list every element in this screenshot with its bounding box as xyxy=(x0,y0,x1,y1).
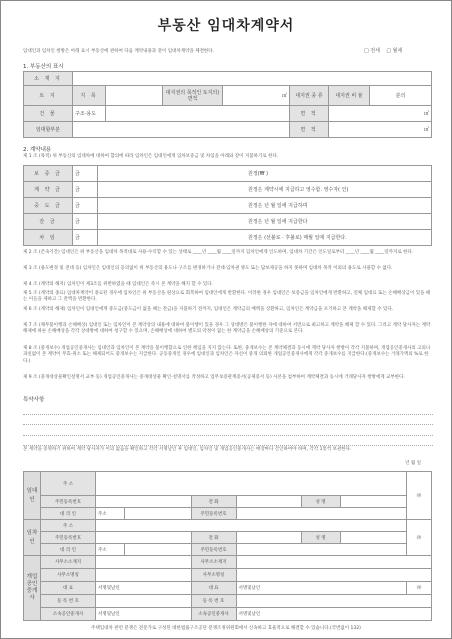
broker1-office-addr-value[interactable] xyxy=(96,556,192,569)
clause-3: 제 3 조 (용도변경 및 전대 등) 임차인은 임대인의 동의없이 위 부동산의 용도나 구조를 변경하거나 전대·임차권 양도 또는 담보제공을 하지 못하며 임대차 목적 이외의 용도로 사용할 수 없다. xyxy=(23,266,393,271)
checkbox-wolse[interactable]: □ 월세 xyxy=(386,48,403,54)
closing-text: 본 계약을 증명하기 위하여 계약 당사자가 이의 없음을 확인하고 각각 서명날인 후 임대인, 임차인 및 개업공인중개사는 매장마다 간인하여야 하며, 각각 1통씩 보관한다. xyxy=(23,447,352,452)
building-area-unit[interactable]: ㎡ xyxy=(329,106,432,122)
broker2-staff-sign[interactable]: 서명및날인 xyxy=(236,608,432,621)
structure-label: 구조·용도 xyxy=(73,106,106,122)
jimok-value[interactable] xyxy=(106,86,163,106)
down-payment-prefix: 금 xyxy=(73,182,98,198)
broker2-office-name-label: 사무소명칭 xyxy=(191,569,236,582)
landlord-agent-id-label: 주민등록번호 xyxy=(191,508,236,520)
clause-7: 제 7 조 (채무불이행과 손해배상) 임대인 또는 임차인이 본 계약상의 내용에 대하여 불이행이 있을 경우 그 상대방은 불이행한 자에 대하여 서면으로 최고하고 계약을 해제 할 수 있다. 그리고 계약 당사자는 계약해제에 따른 손해배상을 각각 상대방에 대하여 청구할 수 있으며, 손해배상에 대하여 별도의 약정이 없는 한 계약금을 손해배상의 기준으로 본다. xyxy=(23,323,431,335)
tenant-agent-id-value[interactable] xyxy=(236,544,407,556)
interim-payment-value[interactable]: 원정은 년 월 일에 지급하며 xyxy=(98,198,432,214)
landlord-name-value[interactable] xyxy=(340,496,407,508)
broker1-staff-sign[interactable]: 서명및날인 xyxy=(96,608,192,621)
land-label: 토 지 xyxy=(24,86,73,106)
contract-date[interactable]: 년 월 일 xyxy=(405,461,421,466)
rent-prefix: 금 xyxy=(73,230,98,246)
tenant-agent-id-label: 주민등록번호 xyxy=(191,544,236,556)
balance-value[interactable]: 원정은 년 월 일에 지급한다 xyxy=(98,214,432,230)
document-title: 부동산 임대차계약서 xyxy=(157,18,295,34)
clause-4: 제 4 조 (계약의 해지) 임차인이 제3조를 위반하였을 때 임대인은 즉시 본 계약을 해지 할 수 있다. xyxy=(23,282,214,287)
land-area-unit[interactable]: ㎡ xyxy=(223,86,290,106)
landlord-agent-addr-value[interactable] xyxy=(125,508,192,520)
location-label: 소 재 지 xyxy=(24,72,73,86)
intro-text: 임대인과 임차인 쌍방은 아래 표시 부동산에 관하여 다음 계약내용과 같이 임대차계약을 체결한다. xyxy=(23,49,215,54)
tenant-name-value[interactable] xyxy=(340,532,407,544)
balance-label: 잔 금 xyxy=(24,214,73,230)
broker2-office-addr-label: 사무소소재지 xyxy=(191,556,236,569)
deposit-prefix: 금 xyxy=(73,166,98,182)
broker1-office-name-label: 사무소명칭 xyxy=(41,569,96,582)
jimok-label: 지 목 xyxy=(73,86,106,106)
structure-value[interactable] xyxy=(106,106,290,122)
broker2-office-addr-value[interactable] xyxy=(236,556,432,569)
broker1-reg-label: 등 록 번 호 xyxy=(41,595,96,608)
down-payment-label: 계 약 금 xyxy=(24,182,73,198)
tenant-address-value[interactable] xyxy=(96,520,407,532)
balance-prefix: 금 xyxy=(73,214,98,230)
landlord-id-value[interactable] xyxy=(96,496,192,508)
land-right-ratio-label: 대지권 비 율 xyxy=(329,86,370,106)
building-label: 건 물 xyxy=(24,106,73,122)
rent-area-label: 면 적 xyxy=(290,122,329,138)
broker2-reg-label: 등 록 번 호 xyxy=(191,595,236,608)
special-terms-lines[interactable] xyxy=(23,404,433,446)
landlord-phone-label: 전 화 xyxy=(191,496,236,508)
tenant-agent-addr-label: 주소 xyxy=(96,544,125,556)
clause-2: 제 2 조 (존속기간) 임대인은 위 부동산을 임대차 목적대로 사용·수익할 수 있는 상태로 ____년 ____월 ____일까지 임차인에게 인도하며, 임대차 기간은 인도일로부터 ____년 ____월 ____일까지로 한다. xyxy=(23,250,414,255)
clause-6: 제 6 조 (계약의 해제) 임차인이 임대인에게 중도금(중도금이 없을 때는 잔금)을 지불하기 전까지, 임대인은 계약금의 배액을 상환하고, 임차인은 계약금을 포기하고 본 계약을 해제할 수 있다. xyxy=(23,307,394,312)
tenant-id-label: 주민등록번호 xyxy=(41,532,96,544)
landlord-address-label: 주 소 xyxy=(41,472,96,496)
broker2-office-name-value[interactable] xyxy=(236,569,432,582)
section2-heading: 2. 계약내용 xyxy=(23,147,52,153)
special-terms-heading: 특약사항 xyxy=(23,397,45,403)
tenant-id-value[interactable] xyxy=(96,532,192,544)
tenant-seal: ㊞ xyxy=(407,520,432,556)
tenant-name-label: 성 명 xyxy=(301,532,340,544)
tenant-phone-label: 전 화 xyxy=(191,532,236,544)
tenant-label: 임차인 xyxy=(24,520,41,556)
interim-payment-prefix: 금 xyxy=(73,198,98,214)
clause-9: 제 9 조 (중개대상물확인설명서 교부 등) 개업공인중개사는 중개대상물 확인·설명서를 작성하고 업무보증관계증서(공제증서 등) 사본을 첨부하여 계약체결과 동시에 거래당사자 쌍방에게 교부한다. xyxy=(23,375,405,380)
landlord-label: 임대인 xyxy=(24,472,41,520)
landlord-phone-value[interactable] xyxy=(236,496,301,508)
tenant-address-label: 주 소 xyxy=(41,520,96,532)
land-area-label: 대지권의 목적인 토지의) 면적 xyxy=(163,86,223,106)
broker1-office-addr-label: 사무소소재지 xyxy=(41,556,96,569)
broker1-office-name-value[interactable] xyxy=(96,569,192,582)
interim-payment-label: 중 도 금 xyxy=(24,198,73,214)
landlord-name-label: 성 명 xyxy=(301,496,340,508)
building-area-label: 면 적 xyxy=(290,106,329,122)
rent-part-value[interactable] xyxy=(73,122,290,138)
tenant-agent-addr-value[interactable] xyxy=(125,544,192,556)
down-payment-value[interactable]: 원정은 계약시에 지급하고 영수함. 영수자( 인) xyxy=(98,182,432,198)
deposit-label: 보 증 금 xyxy=(24,166,73,182)
clause-1: 제 1 조 (목적) 위 부동산의 임대차에 대하여 합의에 따라 임차인은 임대인에게 임차보증금 및 차임을 아래와 같이 지불하기로 한다. xyxy=(23,154,279,159)
checkbox-jeonse[interactable]: □ 전세 xyxy=(364,48,380,54)
broker2-rep-sign[interactable]: 서명및날인 xyxy=(236,582,407,595)
landlord-agent-label: 대 리 인 xyxy=(41,508,96,520)
contract-type-options xyxy=(364,47,402,54)
footer-note: 주택임대차 관련 분쟁은 전문가로 구성된 대한법률구조공단 분쟁조정위원회에서 신속하고 효율적으로 해결할 수 있습니다.(국번없이 132) xyxy=(91,626,361,631)
property-table xyxy=(23,71,432,138)
land-right-type-label: 대지권 종 류 xyxy=(290,86,329,106)
rent-value[interactable]: 원정은 (선불로 · 후불로) 매월 일에 지급한다. xyxy=(98,230,432,246)
parties-table xyxy=(23,471,432,621)
broker2-reg-value[interactable] xyxy=(236,595,432,608)
tenant-agent-label: 대 리 인 xyxy=(41,544,96,556)
broker1-rep-label: 대 표 xyxy=(41,582,96,595)
clause-5: 제 5 조 (계약의 종료) 임대차계약이 종료된 경우에 임차인은 위 부동산을 원상으로 회복하여 임대인에게 반환한다. 이러한 경우 임대인은 보증금을 임차인에게 반환하고, 연체 임대료 또는 손해배상금이 있을 때는 이들을 제하고 그 잔액을 반환한다. xyxy=(23,291,431,303)
rent-label: 차 임 xyxy=(24,230,73,246)
broker1-staff-label: 소속공인중개사 xyxy=(41,608,96,621)
landlord-id-label: 주민등록번호 xyxy=(41,496,96,508)
payment-table xyxy=(23,165,432,246)
deposit-value[interactable]: 원정(₩ ) xyxy=(98,166,432,182)
clause-8: 제 8 조 (중개보수) 개업공인중개사는 임대인과 임차인이 본 계약을 불이행함으로 인한 책임을 지지 않는다. 또한, 중개보수는 본 계약체결과 동시에 계약 당사자 쌍방이 각각 지불하며, 개업공인중개사의 고의나 과실없이 본 계약이 무효·취소 또는 해제되어도 중개보수는 지급한다. 공동중개인 경우에 임대인과 임차인은 자신이 중개 의뢰한 개업공인중개사에게 각각 중개보수를 지급한다.(중개보수는 거래가액의 %로 한다.) xyxy=(23,346,431,364)
location-value[interactable] xyxy=(73,72,432,86)
broker2-rep-label: 대 표 xyxy=(191,582,236,595)
tenant-phone-value[interactable] xyxy=(236,532,301,544)
broker1-rep-sign[interactable]: 서명및날인 xyxy=(96,582,192,595)
broker1-reg-value[interactable] xyxy=(96,595,192,608)
broker-label: 개업공인중개사 xyxy=(24,556,41,621)
landlord-agent-id-value[interactable] xyxy=(236,508,407,520)
land-right-ratio-value[interactable]: 분의 xyxy=(370,86,432,106)
landlord-address-value[interactable] xyxy=(96,472,407,496)
rent-area-unit[interactable]: ㎡ xyxy=(329,122,432,138)
rent-part-label: 임대할부분 xyxy=(24,122,73,138)
landlord-agent-addr-label: 주소 xyxy=(96,508,125,520)
broker2-staff-label: 소속공인중개사 xyxy=(191,608,236,621)
landlord-seal: ㊞ xyxy=(407,472,432,520)
section1-heading: 1. 부동산의 표시 xyxy=(23,64,64,70)
broker-seal: ㊞ xyxy=(407,582,432,595)
